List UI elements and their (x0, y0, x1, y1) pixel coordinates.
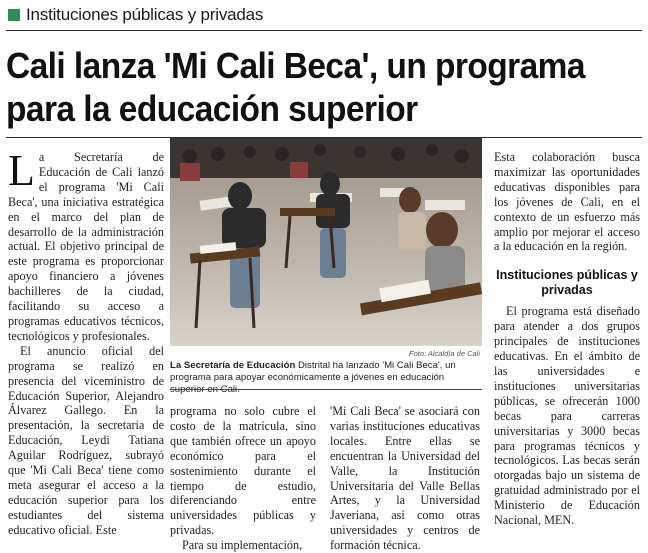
section-label: Instituciones públicas y privadas (26, 5, 264, 24)
section-rule (6, 30, 642, 31)
photo-caption (170, 360, 480, 396)
caption-rule (170, 389, 482, 390)
article-column-1 (8, 146, 164, 538)
paragraph: 'Mi Cali Beca' se asociará con varias instituciones educativas locales. Entre ellas se encuentran la Universidad del Valle, la Institución Universitaria del Valle Bellas Artes, y la Universidad Javeriana, así como otras universidades y centros de formación técnica. (330, 404, 480, 553)
subheading: Instituciones públicas y privadas (496, 268, 638, 298)
article-column-3 (330, 404, 480, 553)
section-tag (8, 5, 263, 25)
paragraph: El programa está diseñado para atender a dos grupos principales de instituciones educativas. En el ámbito de las universidades e instituciones universitarias públicas, se ofrecerán 1000 becas para carreras universitarias y 3000 becas para programas técnicos y tecnológicos. Las becas serán otorgadas bajo un sistema de gratuidad administrado por el Ministerio de Educación Nacional, MEN. (494, 304, 640, 528)
section-marker-icon (8, 9, 20, 21)
headline: Cali lanza 'Mi Cali Beca', un programa para la educación superior (6, 45, 585, 129)
paragraph: Para su implementación, (182, 538, 303, 553)
caption-lead: La Secretaría de Educación (170, 360, 296, 371)
paragraph: a Secretaría de Educación de Cali lanzó el programa 'Mi Cali Beca', una iniciativa estratégica en el marco del plan de desarrollo de la administración actual. El objetivo principal de este programa es proporcionar apoyo financiero a jóvenes bachilleres de la ciudad, facilitando su acceso a programas educativos técnicos, tecnológicos y profesionales. (8, 150, 164, 343)
article-photo (170, 138, 482, 346)
caption-text: Distrital ha lanzado 'Mi Cali Beca', un programa para apoyar económicamente a jóvenes en educación (170, 360, 456, 383)
paragraph: El anuncio oficial del programa se realizó en presencia del viceministro de Educación Superior, Alejandro Álvarez Gallego. En la presentación, la secretaria de Educación, Leydi Tatiana Aguilar Rodríguez, subrayó que 'Mi Cali Beca' tiene como meta asegurar el acceso a la educación superior para los estudiantes del sistema educativo oficial. Este (8, 343, 164, 537)
article-column-4 (494, 150, 640, 528)
students-exam-photo (170, 138, 482, 346)
drop-cap: L (8, 146, 35, 195)
photo-credit: Foto: Alcaldía de Cali (408, 349, 480, 358)
paragraph: programa no solo cubre el costo de la matrícula, sino que también ofrece un apoyo económico para el sostenimiento durante el tiempo de estudio, diferenciando entre universidades públicas y privadas. (170, 404, 316, 538)
article-column-2 (170, 404, 316, 553)
paragraph: Esta colaboración busca maximizar las oportunidades educativas disponibles para los jóvenes de Cali, en el contexto de un esfuerzo más amplio por mejorar el acceso a la educación en la región. (494, 150, 640, 254)
